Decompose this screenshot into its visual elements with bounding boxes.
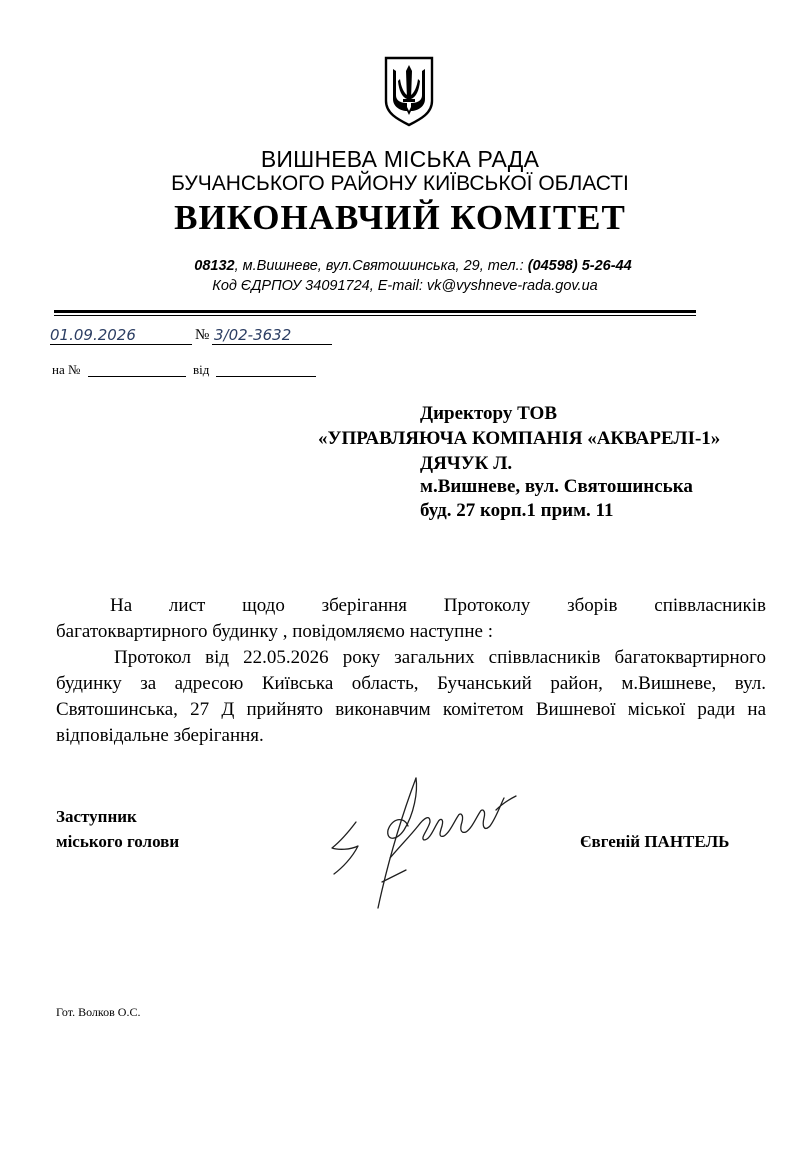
- incoming-date-label: від: [193, 362, 210, 377]
- council-name: ВИШНЕВА МІСЬКА РАДА: [260, 146, 540, 172]
- incoming-date-blank: [216, 376, 316, 377]
- recipient-building: буд. 27 корп.1 прим. 11: [420, 500, 614, 521]
- body-paragraph-1: [56, 593, 766, 645]
- phone-number: (04598) 5-26-44: [527, 258, 632, 274]
- number-underline: [212, 344, 332, 345]
- outgoing-date: 01.09.2026: [50, 326, 136, 344]
- postcode: 08132: [194, 258, 235, 274]
- trident-coat-of-arms-icon: [383, 55, 435, 127]
- body-paragraph-2: Протокол від 22.05.2026 року загальних співвласників багатоквартирного будинку за адресою Київська область, Бучанський район, м.Вишневе, вул. Святошинська, 27 Д прийнято виконавчим комітетом Вишневої міської ради на відповідальне зберігання.: [56, 647, 766, 746]
- header-rule-thin: [54, 315, 696, 316]
- outgoing-number: 3/02-3632: [214, 326, 292, 344]
- incoming-number-blank: [88, 376, 186, 377]
- committee-title: ВИКОНАВЧИЙ КОМІТЕТ: [174, 198, 626, 237]
- signer-position-line-1: Заступник: [56, 807, 137, 826]
- recipient-company: «УПРАВЛЯЮЧА КОМПАНІЯ «АКВАРЕЛІ-1»: [318, 428, 721, 449]
- header-rule-thick: [54, 310, 696, 313]
- address-line: [13, 258, 800, 274]
- recipient-name: ДЯЧУК Л.: [420, 453, 513, 474]
- registry-email-line: Код ЄДРПОУ 34091724, E-mail: vk@vyshneve-rada.gov.ua: [212, 278, 598, 294]
- incoming-number-label: на №: [52, 362, 81, 377]
- signer-name: Євгеній ПАНТЕЛЬ: [580, 832, 730, 851]
- recipient-title: Директору ТОВ: [420, 403, 557, 424]
- recipient-street: м.Вишневе, вул. Святошинська: [420, 476, 693, 497]
- date-underline: [50, 344, 192, 345]
- number-sign: №: [195, 327, 210, 343]
- signer-position-line-2: міського голови: [56, 832, 180, 851]
- district-name: БУЧАНСЬКОГО РАЙОНУ КИЇВСЬКОЇ ОБЛАСТІ: [171, 172, 629, 195]
- paragraph-1-tail: багатоквартирного будинку , повідомляємо наступне :: [56, 621, 493, 642]
- street-address: , м.Вишневе, вул.Святошинська, 29, тел.:: [234, 258, 524, 274]
- handwritten-signature: [320, 770, 520, 910]
- paragraph-1-main: На лист щодо зберігання Протоколу зборів співвласників: [110, 595, 766, 616]
- executor-note: Гот. Волков О.С.: [56, 1005, 141, 1019]
